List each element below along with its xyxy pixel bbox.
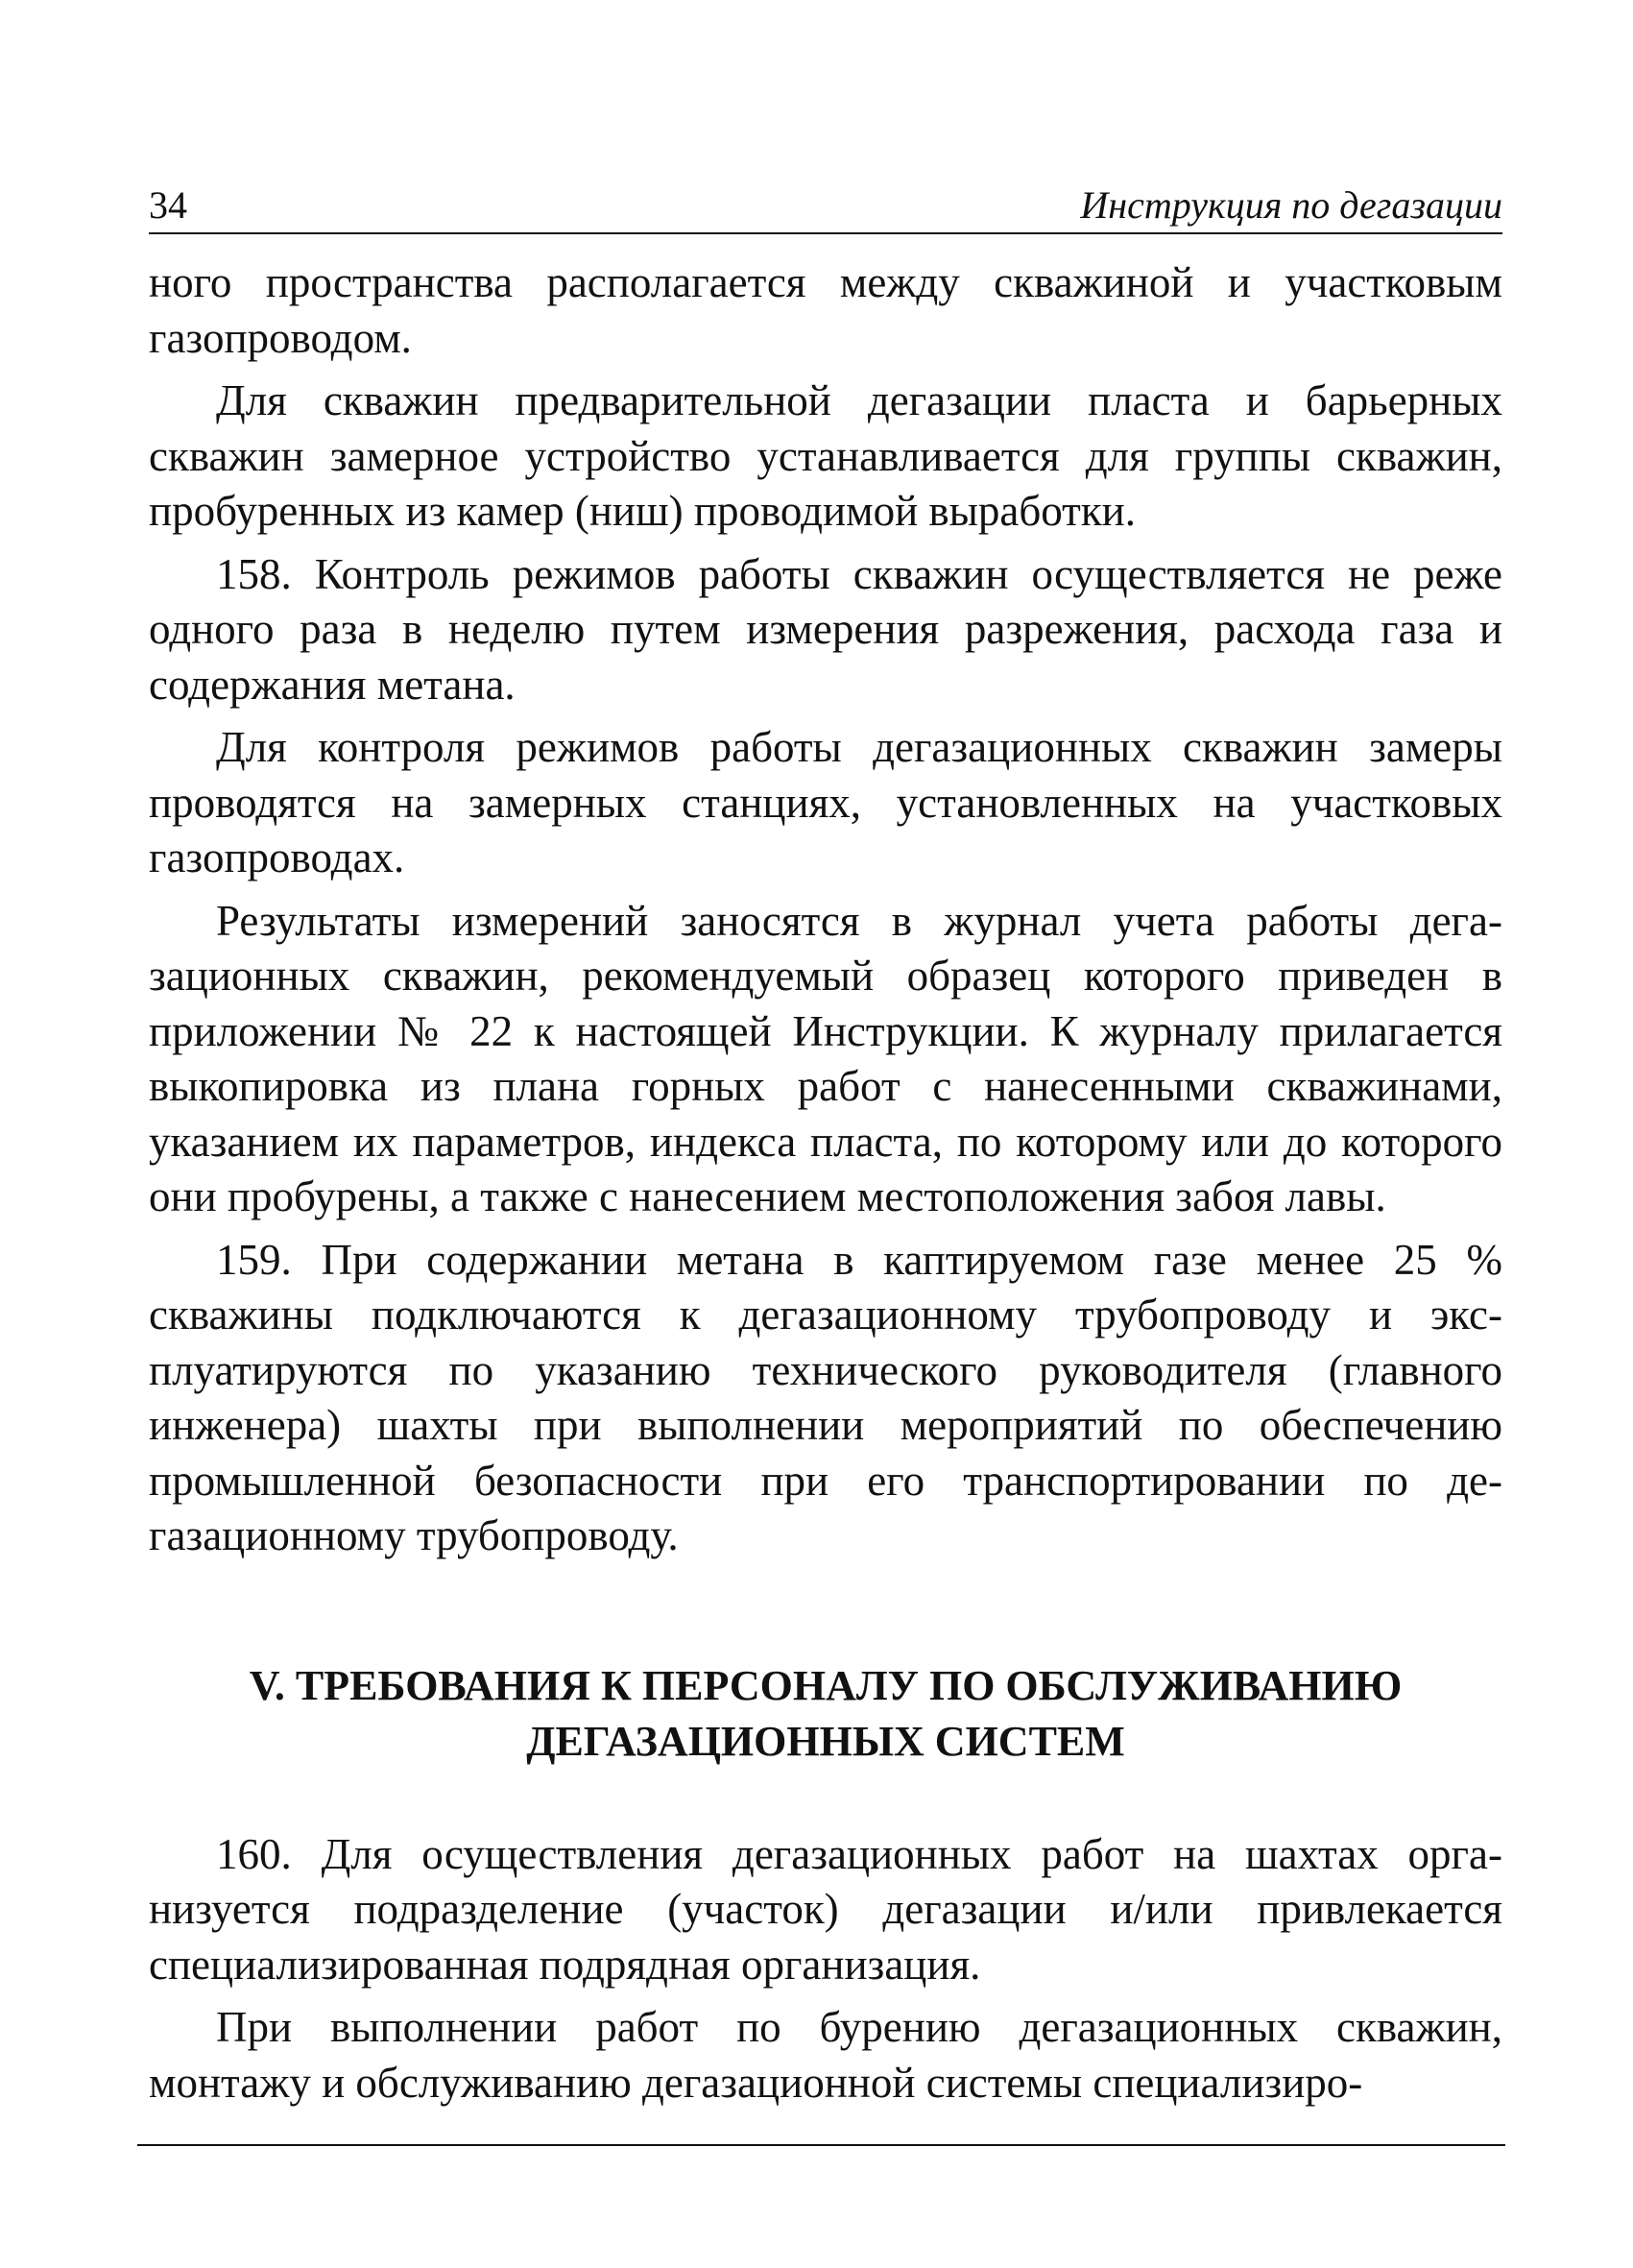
footer-rule xyxy=(137,2144,1505,2146)
paragraph: При выполнении работ по бурению дегазационных скважин, монтажу и обслуживанию дегазационной системы специализиро- xyxy=(149,2003,1502,2107)
paragraph-item-158: 158. Контроль режимов работы скважин осуществляется не реже одного раза в неделю путем измерения разрежения, расхода газа и содержания метана. xyxy=(149,549,1502,709)
paragraph-item-160: 160. Для осуществления дегазационных работ на шахтах организуется подразделение (участок) дегазации и/или привлекается специализированная подрядная организация. xyxy=(149,1829,1502,1989)
paragraph-item-159: 159. При содержании метана в каптируемом газе менее 25 % скважины подключаются к дегазационному трубопроводу и эксплуатируются по указанию технического руководителя (главного инженера) шахты при выполнении мероприятий по обеспечению промышленной безопасности при его транспортировании по дегазационному трубопроводу. xyxy=(149,1235,1502,1559)
paragraph: Для скважин предварительной дегазации пласта и барьерных скважин замерное устройство устанавливается для группы скважин, пробуренных из камер (ниш) проводимой выработки. xyxy=(149,376,1502,535)
page-number: 34 xyxy=(149,183,187,227)
running-title: Инструкция по дегазации xyxy=(1080,183,1502,227)
paragraph-continuation: ного пространства располагается между скважиной и участковым газопроводом. xyxy=(149,258,1502,362)
section-heading: V. ТРЕБОВАНИЯ К ПЕРСОНАЛУ ПО ОБСЛУЖИВАНИЮ ДЕГАЗАЦИОННЫХ СИСТЕМ xyxy=(249,1661,1403,1765)
paragraph: Для контроля режимов работы дегазационных скважин замеры проводятся на замерных станциях, установленных на участковых газопроводах. xyxy=(149,723,1502,881)
paragraph: Результаты измерений заносятся в журнал учета работы дегазационных скважин, рекомендуемый образец которого приведен в приложении № 22 к настоящей Инструкции. К журналу прилагается выкопировка из плана горных работ с нанесенными скважинами, указанием их параметров, индекса пласта, по которому или до которого они пробурены, а также с нанесением местоположения забоя лавы. xyxy=(149,896,1502,1220)
document-page xyxy=(149,182,1502,2118)
running-header xyxy=(149,182,1502,234)
body-text xyxy=(149,255,1502,2111)
